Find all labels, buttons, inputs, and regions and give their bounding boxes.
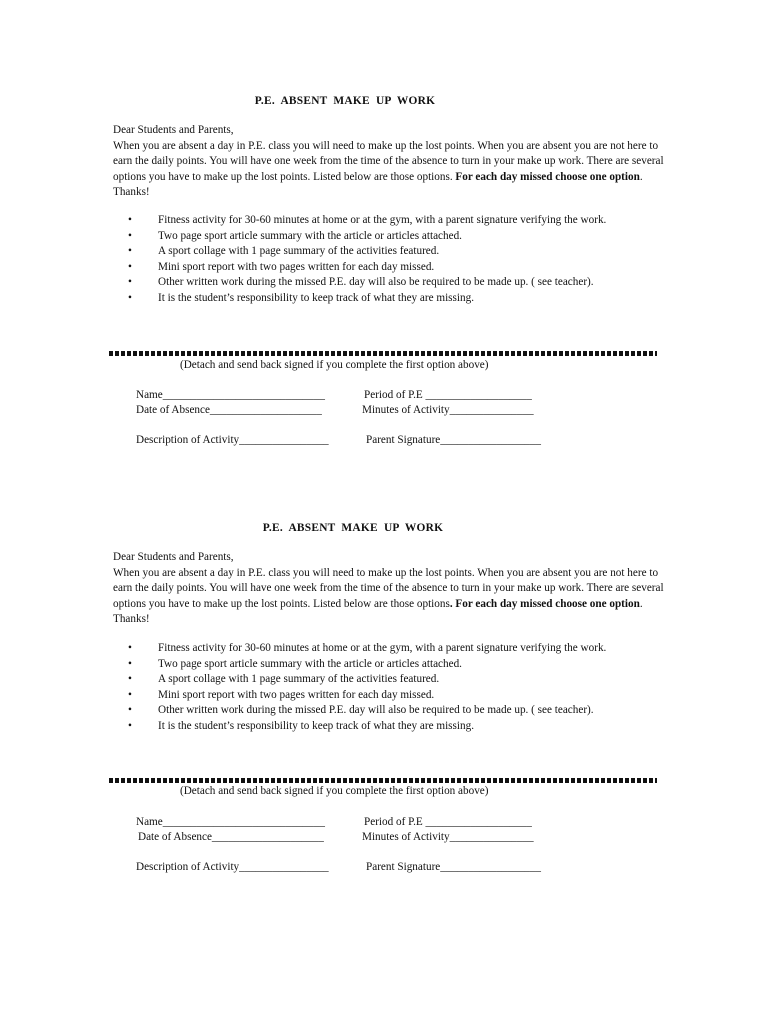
- list-item: [128, 229, 668, 245]
- period-field[interactable]: Period of P.E ___________________: [364, 816, 532, 828]
- option-text: Other written work during the missed P.E. day will also be required to be made up. ( see teacher).: [158, 704, 594, 717]
- list-item: [128, 260, 668, 276]
- option-text: Fitness activity for 30-60 minutes at home or at the gym, with a parent signature verifying the work.: [158, 642, 607, 654]
- list-item: [128, 688, 668, 704]
- letter-paragraph: [113, 139, 665, 201]
- list-item: [128, 657, 668, 673]
- document-title: P.E. ABSENT MAKE UP WORK: [262, 522, 444, 534]
- date-of-absence-field[interactable]: Date of Absence____________________: [136, 404, 322, 416]
- bullet-icon: •: [128, 260, 132, 273]
- paragraph-text: When you are absent a day in P.E. class you will need to make up the lost points. When you are absent you are not here to earn the daily points. You will have one week from the time of the absence to turn in your make up work. There are several options you have to make up the lost points. Listed below are those options.: [113, 139, 664, 183]
- paragraph-end: . Thanks!: [113, 597, 643, 626]
- detach-line: [109, 778, 657, 783]
- option-text: A sport collage with 1 page summary of the activities featured.: [158, 673, 440, 686]
- option-text: Fitness activity for 30-60 minutes at home or at the gym, with a parent signature verifying the work.: [158, 214, 607, 226]
- option-text: Mini sport report with two pages written for each day missed.: [158, 688, 435, 701]
- paragraph-emphasis: For each day missed choose one option: [455, 170, 640, 183]
- bullet-icon: •: [128, 657, 132, 670]
- bullet-icon: •: [128, 291, 132, 304]
- option-text: Two page sport article summary with the article or articles attached.: [158, 229, 462, 242]
- letter-body: [113, 123, 665, 201]
- list-item: [128, 275, 668, 291]
- description-field[interactable]: Description of Activity________________: [136, 861, 329, 873]
- options-list: [128, 213, 668, 307]
- name-field[interactable]: Name_____________________________: [136, 816, 325, 828]
- bullet-icon: •: [128, 229, 132, 242]
- list-item: [128, 291, 668, 307]
- bullet-icon: •: [128, 214, 132, 226]
- parent-signature-field[interactable]: Parent Signature__________________: [366, 434, 541, 446]
- bullet-icon: •: [128, 719, 132, 732]
- list-item: [128, 672, 668, 688]
- letter-paragraph: [113, 566, 665, 628]
- detach-note: (Detach and send back signed if you complete the first option above): [180, 785, 489, 797]
- option-text: It is the student’s responsibility to keep track of what they are missing.: [158, 291, 474, 304]
- name-field[interactable]: Name_____________________________: [136, 389, 325, 401]
- greeting: Dear Students and Parents,: [113, 124, 234, 136]
- letter-body: [113, 550, 665, 628]
- bullet-icon: •: [128, 276, 132, 289]
- option-text: Mini sport report with two pages written for each day missed.: [158, 260, 435, 273]
- minutes-field[interactable]: Minutes of Activity_______________: [362, 831, 534, 843]
- paragraph-end: . Thanks!: [113, 170, 643, 199]
- bullet-icon: •: [128, 245, 132, 258]
- greeting: Dear Students and Parents,: [113, 551, 234, 563]
- period-field[interactable]: Period of P.E ___________________: [364, 389, 532, 401]
- bullet-icon: •: [128, 704, 132, 717]
- list-item: [128, 244, 668, 260]
- date-of-absence-field[interactable]: Date of Absence____________________: [138, 831, 324, 843]
- list-item: [128, 641, 668, 657]
- detach-note: (Detach and send back signed if you complete the first option above): [180, 359, 489, 371]
- detach-line: [109, 351, 657, 356]
- minutes-field[interactable]: Minutes of Activity_______________: [362, 404, 534, 416]
- option-text: Two page sport article summary with the article or articles attached.: [158, 657, 462, 670]
- bullet-icon: •: [128, 673, 132, 686]
- option-text: A sport collage with 1 page summary of the activities featured.: [158, 245, 440, 258]
- option-text: Other written work during the missed P.E. day will also be required to be made up. ( see teacher).: [158, 276, 594, 289]
- paragraph-emphasis: . For each day missed choose one option: [449, 597, 640, 610]
- list-item: [128, 213, 668, 229]
- parent-signature-field[interactable]: Parent Signature__________________: [366, 861, 541, 873]
- bullet-icon: •: [128, 688, 132, 701]
- document-title: P.E. ABSENT MAKE UP WORK: [254, 95, 436, 107]
- list-item: [128, 703, 668, 719]
- option-text: It is the student’s responsibility to keep track of what they are missing.: [158, 719, 474, 732]
- bullet-icon: •: [128, 642, 132, 654]
- description-field[interactable]: Description of Activity________________: [136, 434, 329, 446]
- list-item: [128, 719, 668, 735]
- options-list: [128, 641, 668, 735]
- paragraph-text: When you are absent a day in P.E. class you will need to make up the lost points. When you are absent you are not here to earn the daily points. You will have one week from the time of the absence to turn in your make up work. There are several options you have to make up the lost points. Listed below are those options: [113, 566, 664, 610]
